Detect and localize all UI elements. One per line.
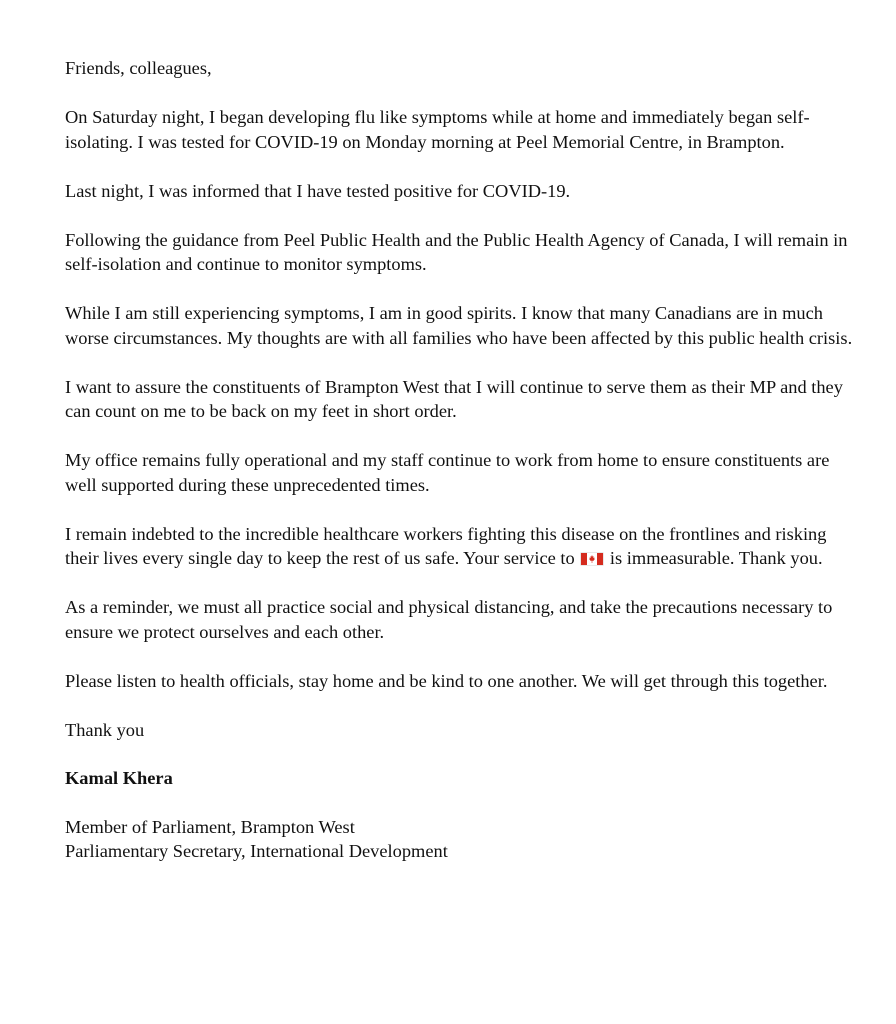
- gratitude-text-end: is immeasurable. Thank you.: [609, 548, 823, 568]
- paragraph-gratitude: [65, 522, 855, 571]
- letter-body: [65, 56, 855, 864]
- paragraph-office: My office remains fully operational and my staff continue to work from home to ensure constituents are well supported during these unprecedented times.: [65, 450, 830, 495]
- canada-flag-icon: [581, 553, 603, 565]
- paragraph-symptoms: On Saturday night, I began developing flu like symptoms while at home and immediately began self-isolating. I was tested for COVID-19 on Monday morning at Peel Memorial Centre, in Brampton.: [65, 107, 810, 152]
- paragraph-spirits: While I am still experiencing symptoms, I am in good spirits. I know that many Canadians are in much worse circumstances. My thoughts are with all families who have been affected by this public health crisis.: [65, 303, 853, 348]
- signature-title-block: [65, 815, 855, 864]
- greeting: Friends, colleagues,: [65, 58, 212, 78]
- signoff: Thank you: [65, 719, 145, 740]
- title-member-of-parliament: Member of Parliament, Brampton West: [65, 816, 355, 837]
- paragraph-guidance: Following the guidance from Peel Public Health and the Public Health Agency of Canada, I will remain in self-isolation and continue to monitor symptoms.: [65, 229, 848, 274]
- paragraph-test-result: Last night, I was informed that I have tested positive for COVID-19.: [65, 180, 571, 201]
- gratitude-text-start: I remain indebted to the incredible healthcare workers fighting this disease on the frontlines and risking their lives every single day to keep the rest of us safe. Your service to: [65, 523, 827, 568]
- paragraph-constituents: I want to assure the constituents of Brampton West that I will continue to serve them as their MP and they can count on me to be back on my feet in short order.: [65, 376, 843, 421]
- paragraph-distancing: As a reminder, we must all practice social and physical distancing, and take the precautions necessary to ensure we protect ourselves and each other.: [65, 597, 833, 642]
- paragraph-closing: Please listen to health officials, stay home and be kind to one another. We will get through this together.: [65, 670, 828, 691]
- signature-name: Kamal Khera: [65, 768, 173, 788]
- title-parliamentary-secretary: Parliamentary Secretary, International Development: [65, 841, 448, 861]
